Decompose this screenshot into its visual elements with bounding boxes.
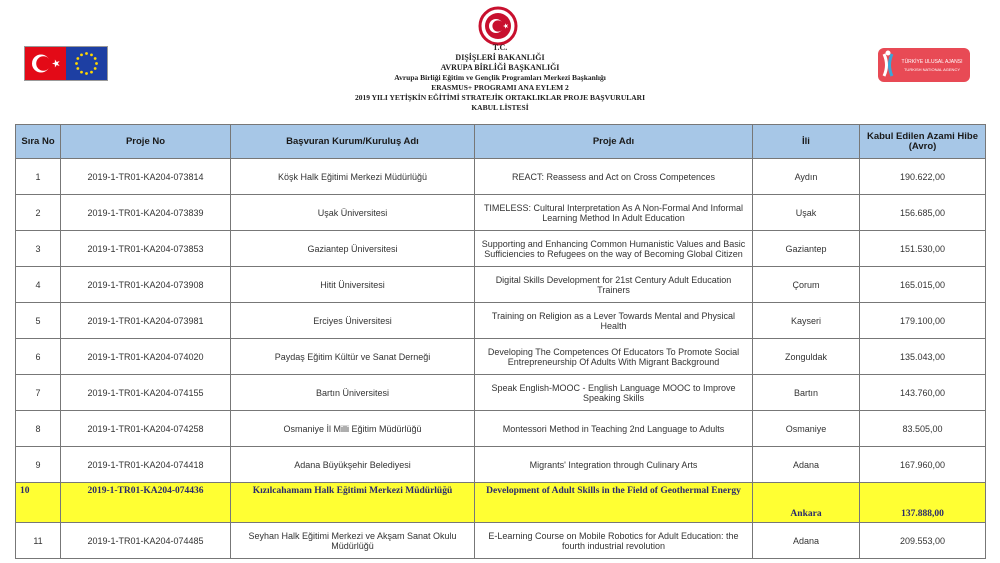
- cell-no: 9: [16, 447, 61, 483]
- table-row: [16, 523, 986, 559]
- cell-project-name: TIMELESS: Cultural Interpretation As A Non-Formal And Informal Learning Method In Adult Education: [475, 195, 753, 231]
- cell-institution: Seyhan Halk Eğitimi Merkezi ve Akşam Sanat Okulu Müdürlüğü: [231, 523, 475, 559]
- cell-no: 3: [16, 231, 61, 267]
- cell-grant: 209.553,00: [860, 523, 986, 559]
- cell-grant: 83.505,00: [860, 411, 986, 447]
- col-header-institution: Başvuran Kurum/Kuruluş Adı: [231, 125, 475, 159]
- table-row: [16, 411, 986, 447]
- cell-institution: Uşak Üniversitesi: [231, 195, 475, 231]
- cell-project-no: 2019-1-TR01-KA204-074485: [61, 523, 231, 559]
- page-title: KABUL LİSTESİ: [471, 103, 529, 112]
- cell-project-name: Speak English-MOOC - English Language MOOC to Improve Speaking Skills: [475, 375, 753, 411]
- cell-no: 5: [16, 303, 61, 339]
- cell-project-no: 2019-1-TR01-KA204-074155: [61, 375, 231, 411]
- cell-city: Zonguldak: [753, 339, 860, 375]
- cell-city: Adana: [753, 523, 860, 559]
- cell-city: Aydın: [753, 159, 860, 195]
- cell-institution: Paydaş Eğitim Kültür ve Sanat Derneği: [231, 339, 475, 375]
- header-tc: T.C.: [492, 43, 508, 52]
- cell-no: 4: [16, 267, 61, 303]
- cell-institution: Gaziantep Üniversitesi: [231, 231, 475, 267]
- cell-city: Osmaniye: [753, 411, 860, 447]
- table-row: [16, 267, 986, 303]
- cell-city: Gaziantep: [753, 231, 860, 267]
- cell-institution: Köşk Halk Eğitimi Merkezi Müdürlüğü: [231, 159, 475, 195]
- cell-no: 2: [16, 195, 61, 231]
- table-row: [16, 159, 986, 195]
- table-header-row: [16, 125, 986, 159]
- table-row: [16, 447, 986, 483]
- cell-project-name: Migrants' Integration through Culinary Arts: [475, 447, 753, 483]
- cell-project-no: 2019-1-TR01-KA204-073839: [61, 195, 231, 231]
- col-header-city: İli: [753, 125, 860, 159]
- cell-city: Kayseri: [753, 303, 860, 339]
- table-row: [16, 375, 986, 411]
- cell-project-name: Development of Adult Skills in the Field of Geothermal Energy: [475, 483, 753, 523]
- cell-no: 8: [16, 411, 61, 447]
- cell-no: 11: [16, 523, 61, 559]
- cell-grant: 135.043,00: [860, 339, 986, 375]
- header-directorate: AVRUPA BİRLİĞİ BAŞKANLIĞI: [440, 63, 560, 72]
- svg-text:TÜRKİYE ULUSAL AJANSI: TÜRKİYE ULUSAL AJANSI: [901, 59, 963, 65]
- cell-grant: 190.622,00: [860, 159, 986, 195]
- col-header-no: Sıra No: [16, 125, 61, 159]
- cell-project-name: REACT: Reassess and Act on Cross Competences: [475, 159, 753, 195]
- table-row-highlighted: [16, 483, 986, 523]
- republic-seal-icon: [476, 6, 520, 46]
- cell-grant: 143.760,00: [860, 375, 986, 411]
- cell-no: 10: [16, 483, 61, 523]
- cell-project-name: Supporting and Enhancing Common Humanistic Values and Basic Sufficiencies to Refugees on the way of Becoming Global Citizen: [475, 231, 753, 267]
- cell-no: 7: [16, 375, 61, 411]
- cell-institution: Hitit Üniversitesi: [231, 267, 475, 303]
- cell-project-no: 2019-1-TR01-KA204-074258: [61, 411, 231, 447]
- cell-project-name: E-Learning Course on Mobile Robotics for Adult Education: the fourth industrial revolution: [475, 523, 753, 559]
- cell-no: 1: [16, 159, 61, 195]
- cell-grant: 167.960,00: [860, 447, 986, 483]
- cell-city: Ankara: [753, 483, 860, 523]
- cell-institution: Kızılcahamam Halk Eğitimi Merkezi Müdürlüğü: [231, 483, 475, 523]
- cell-project-no: 2019-1-TR01-KA204-073853: [61, 231, 231, 267]
- cell-project-no: 2019-1-TR01-KA204-074436: [61, 483, 231, 523]
- table-row: [16, 303, 986, 339]
- cell-project-no: 2019-1-TR01-KA204-073908: [61, 267, 231, 303]
- cell-project-no: 2019-1-TR01-KA204-074020: [61, 339, 231, 375]
- svg-text:TURKISH NATIONAL AGENCY: TURKISH NATIONAL AGENCY: [903, 67, 961, 72]
- cell-institution: Erciyes Üniversitesi: [231, 303, 475, 339]
- header-call: 2019 YILI YETİŞKİN EĞİTİMİ STRATEJİK ORTAKLIKLAR PROJE BAŞVURULARI: [355, 93, 645, 102]
- cell-grant: 179.100,00: [860, 303, 986, 339]
- cell-project-no: 2019-1-TR01-KA204-074418: [61, 447, 231, 483]
- cell-institution: Adana Büyükşehir Belediyesi: [231, 447, 475, 483]
- cell-no: 6: [16, 339, 61, 375]
- cell-project-name: Digital Skills Development for 21st Century Adult Education Trainers: [475, 267, 753, 303]
- header-programme: ERASMUS+ PROGRAMI ANA EYLEM 2: [431, 83, 569, 92]
- cell-grant: 137.888,00: [860, 483, 986, 523]
- cell-project-no: 2019-1-TR01-KA204-073981: [61, 303, 231, 339]
- col-header-project-no: Proje No: [61, 125, 231, 159]
- cell-institution: Bartın Üniversitesi: [231, 375, 475, 411]
- cell-city: Çorum: [753, 267, 860, 303]
- cell-project-name: Training on Religion as a Lever Towards Mental and Physical Health: [475, 303, 753, 339]
- acceptance-table: [15, 124, 986, 559]
- table-row: [16, 339, 986, 375]
- cell-project-name: Developing The Competences Of Educators To Promote Social Entrepreneurship Of Adults With Migrant Background: [475, 339, 753, 375]
- cell-grant: 151.530,00: [860, 231, 986, 267]
- cell-city: Adana: [753, 447, 860, 483]
- header-ministry: DIŞİŞLERİ BAKANLIĞI: [455, 53, 545, 62]
- col-header-grant: Kabul Edilen Azami Hibe (Avro): [860, 125, 986, 159]
- cell-grant: 165.015,00: [860, 267, 986, 303]
- cell-city: Uşak: [753, 195, 860, 231]
- header-center: Avrupa Birliği Eğitim ve Gençlik Programları Merkezi Başkanlığı: [394, 73, 606, 82]
- cell-institution: Osmaniye İl Milli Eğitim Müdürlüğü: [231, 411, 475, 447]
- cell-grant: 156.685,00: [860, 195, 986, 231]
- cell-project-name: Montessori Method in Teaching 2nd Language to Adults: [475, 411, 753, 447]
- table-row: [16, 231, 986, 267]
- cell-project-no: 2019-1-TR01-KA204-073814: [61, 159, 231, 195]
- table-row: [16, 195, 986, 231]
- col-header-project-name: Proje Adı: [475, 125, 753, 159]
- cell-city: Bartın: [753, 375, 860, 411]
